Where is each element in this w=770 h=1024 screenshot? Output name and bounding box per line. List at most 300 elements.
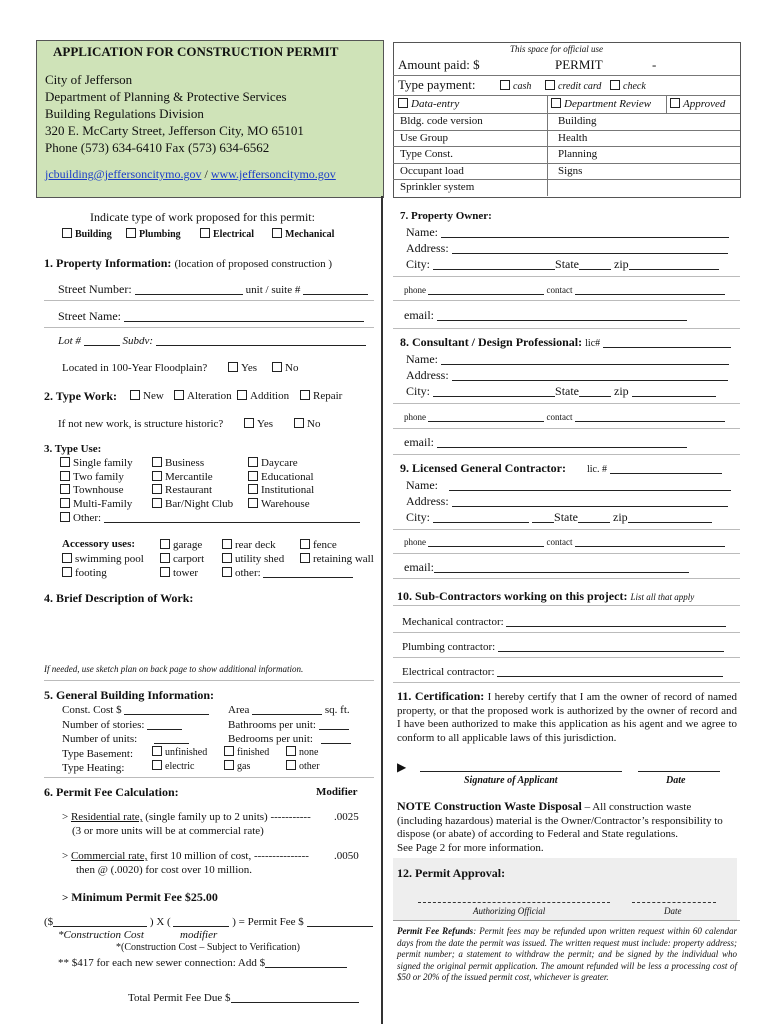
use-educational[interactable]: Educational [248, 471, 314, 485]
bath-unit-field[interactable] [319, 718, 349, 730]
total-fee-label: Total Permit Fee Due $ [128, 992, 231, 1004]
official-rule [393, 130, 740, 131]
waste-note-title: NOTE Construction Waste Disposal [397, 799, 582, 813]
checkbox-icon [200, 228, 210, 238]
arrow-icon: > [62, 892, 69, 904]
acc-tower[interactable]: tower [160, 566, 204, 580]
checkbox-icon [152, 484, 162, 494]
acc-other-field[interactable] [263, 566, 353, 578]
basement-label: Type Basement: [62, 747, 134, 760]
contractor-state-label: State [554, 510, 579, 524]
checkbox-icon [62, 553, 72, 563]
acc-footing[interactable]: footing [62, 566, 144, 580]
owner-email-label: email: [404, 308, 434, 322]
review-signs: Signs [558, 165, 583, 177]
street-name-field[interactable] [124, 310, 364, 322]
arrow-icon: > [62, 850, 69, 862]
checkbox-icon [272, 362, 282, 372]
arrow-icon: > [62, 811, 69, 823]
signature-arrow-icon: ▶ [397, 760, 407, 774]
checkbox-icon [62, 567, 72, 577]
checkbox-icon [62, 228, 72, 238]
checkbox-icon [222, 553, 232, 563]
contractor-state-field[interactable] [578, 511, 610, 523]
approval-date-label: Date [664, 906, 682, 916]
acc-col-2 [160, 538, 204, 580]
checkbox-icon [224, 760, 234, 770]
contractor-zip-label: zip [613, 510, 628, 524]
contractor-address-label: Address: [406, 494, 449, 508]
basement-none[interactable]: none [286, 746, 318, 758]
historic-no[interactable]: No [294, 418, 320, 430]
section-10-title: 10. Sub-Contractors working on this project: [397, 589, 628, 603]
form-title: APPLICATION FOR CONSTRUCTION PERMIT [53, 44, 339, 59]
rule [393, 428, 740, 429]
owner-zip-label: zip [614, 257, 629, 271]
cost-verification-note: *(Construction Cost – Subject to Verification) [116, 942, 300, 953]
use-other[interactable]: Other: [60, 511, 360, 526]
work-new[interactable]: New [130, 390, 164, 402]
use-institutional[interactable]: Institutional [248, 484, 314, 498]
sprinkler-system: Sprinkler system [400, 181, 475, 193]
checkbox-icon [152, 746, 162, 756]
electrical-field[interactable] [497, 665, 723, 677]
use-daycare[interactable]: Daycare [248, 457, 314, 471]
refund-title: Permit Fee Refunds [397, 926, 474, 936]
review-health: Health [558, 132, 588, 144]
signature-date-label: Date [666, 775, 686, 786]
owner-zip-field[interactable] [629, 258, 719, 270]
construction-cost-field[interactable] [53, 915, 147, 927]
section-2-title: 2. Type Work: [44, 389, 118, 403]
certification-block [397, 690, 737, 745]
acc-swimming-pool[interactable]: swimming pool [62, 552, 144, 566]
use-other-field[interactable] [104, 511, 360, 523]
unit-suite-field[interactable] [303, 283, 368, 295]
column-divider [381, 196, 383, 1024]
consultant-city-field[interactable] [433, 385, 555, 397]
section-10-note: List all that apply [630, 592, 695, 602]
area-field[interactable] [252, 703, 322, 715]
street-number-label: Street Number: [58, 282, 132, 296]
data-entry-check[interactable]: Data-entry [398, 98, 459, 110]
residential-desc: (single family up to 2 units) ----------- [145, 811, 311, 823]
phone-fax: Phone (573) 634-6410 Fax (573) 634-6562 [45, 140, 270, 155]
mechanical-field[interactable] [506, 615, 726, 627]
official-signature-line[interactable] [418, 902, 610, 903]
checkbox-icon [300, 539, 310, 549]
rule [393, 403, 740, 404]
checkbox-icon [160, 553, 170, 563]
checkbox-icon [500, 80, 510, 90]
rule [393, 276, 740, 277]
units-field[interactable] [154, 732, 189, 744]
official-rule [393, 113, 740, 114]
commercial-modifier: .0050 [334, 850, 359, 862]
stories-label: Number of stories: [62, 718, 145, 731]
owner-state-field[interactable] [579, 258, 611, 270]
official-rule [393, 163, 740, 164]
signature-date-line[interactable] [638, 771, 720, 772]
checkbox-icon [248, 457, 258, 467]
section-6-title: 6. Permit Fee Calculation: [44, 785, 179, 799]
units-label: Number of units: [62, 733, 138, 745]
consultant-lic-field[interactable] [603, 336, 731, 348]
use-col-3 [248, 457, 314, 511]
modifier-field[interactable] [173, 915, 229, 927]
checkbox-icon [60, 471, 70, 481]
use-warehouse[interactable]: Warehouse [248, 498, 314, 512]
checkbox-icon [152, 457, 162, 467]
waste-note-block [397, 800, 739, 855]
consultant-lic-label: lic# [585, 338, 601, 349]
checkbox-icon [152, 471, 162, 481]
subdv-label: Subdv: [122, 335, 153, 347]
type-const: Type Const. [400, 148, 454, 160]
signature-line[interactable] [420, 771, 622, 772]
checkbox-icon [160, 567, 170, 577]
division: Building Regulations Division [45, 106, 204, 121]
pay-check[interactable]: check [610, 80, 646, 92]
residential-modifier: .0025 [334, 811, 359, 823]
consultant-city-label: City: [406, 384, 431, 398]
bed-unit-label: Bedrooms per unit: [228, 733, 313, 745]
rule [393, 920, 740, 921]
consultant-zip-label: zip [614, 384, 629, 398]
contractor-name-field[interactable] [449, 479, 731, 491]
official-date-line[interactable] [632, 902, 716, 903]
checkbox-icon [60, 484, 70, 494]
checkbox-icon [244, 418, 254, 428]
rule [44, 300, 374, 301]
consultant-email-field[interactable] [437, 436, 687, 448]
contractor-phone-field[interactable] [428, 538, 544, 547]
use-group: Use Group [400, 132, 448, 144]
checkbox-icon [222, 567, 232, 577]
rule [393, 605, 740, 606]
owner-name-label: Name: [406, 225, 438, 239]
owner-contact-field[interactable] [575, 286, 725, 295]
section-9-title: 9. Licensed General Contractor: [400, 461, 566, 475]
department: Department of Planning & Protective Services [45, 89, 287, 104]
floodplain-yes[interactable]: Yes [228, 362, 257, 374]
consultant-zip-field[interactable] [632, 385, 716, 397]
contractor-lic-field[interactable] [610, 462, 722, 474]
checkbox-icon [294, 418, 304, 428]
contractor-city-field[interactable] [433, 511, 529, 523]
checkbox-icon [300, 390, 310, 400]
construction-cost-label: *Construction Cost [58, 929, 144, 941]
const-cost-field[interactable] [124, 703, 209, 715]
use-col-2 [152, 457, 233, 511]
checkbox-icon [300, 553, 310, 563]
use-single-family[interactable]: Single family [60, 457, 360, 471]
section-4-title: 4. Brief Description of Work: [44, 591, 194, 605]
historic-label: If not new work, is structure historic? [58, 418, 224, 430]
acc-rear-deck[interactable]: rear deck [222, 538, 353, 552]
section-12-title: 12. Permit Approval: [397, 866, 506, 880]
contractor-contact-field[interactable] [575, 538, 725, 547]
consultant-address-label: Address: [406, 368, 449, 382]
acc-retaining-wall[interactable]: retaining wall [300, 552, 374, 566]
consultant-contact-label: contact [546, 412, 573, 422]
official-use-note: This space for official use [510, 44, 603, 54]
area-label: Area [228, 704, 250, 716]
checkbox-icon [60, 512, 70, 522]
unit-suite-label: unit / suite # [245, 284, 301, 296]
work-type-prompt: Indicate type of work proposed for this permit: [90, 210, 315, 224]
total-fee-field[interactable] [231, 991, 359, 1003]
contractor-email-label: email: [404, 560, 434, 574]
checkbox-icon [398, 98, 408, 108]
heating-gas[interactable]: gas [224, 760, 250, 772]
checkbox-icon [237, 390, 247, 400]
contractor-contact-label: contact [546, 537, 573, 547]
street-number-field[interactable] [135, 283, 243, 295]
building-info-right [228, 703, 351, 747]
use-mercantile[interactable]: Mercantile [152, 471, 233, 485]
heating-electric[interactable]: electric [152, 760, 194, 772]
email-link[interactable]: jcbuilding@jeffersoncitymo.gov [45, 167, 202, 181]
use-bar-night-club[interactable]: Bar/Night Club [152, 498, 233, 512]
pay-credit-card[interactable]: credit card [545, 80, 601, 92]
occupant-load: Occupant load [400, 165, 464, 177]
checkbox-icon [286, 760, 296, 770]
consultant-state-field[interactable] [579, 385, 611, 397]
checkbox-icon [286, 746, 296, 756]
section-5-title: 5. General Building Information: [44, 688, 215, 702]
lot-label: Lot # [58, 335, 81, 347]
acc-fence[interactable]: fence [300, 538, 374, 552]
heating-other[interactable]: other [286, 760, 320, 772]
official-rule [393, 146, 740, 147]
section-11-title: 11. Certification: [397, 689, 485, 703]
consultant-block [406, 351, 729, 399]
work-type-mechanical[interactable]: Mechanical [272, 228, 334, 240]
link-separator: / [204, 167, 208, 181]
modifier-label: Modifier [316, 786, 358, 798]
plumbing-label: Plumbing contractor: [402, 641, 496, 653]
rule [393, 529, 740, 530]
bed-unit-field[interactable] [321, 732, 351, 744]
rule [44, 327, 374, 328]
checkbox-icon [60, 457, 70, 467]
work-repair[interactable]: Repair [300, 390, 342, 402]
owner-contact-label: contact [546, 285, 573, 295]
sqft-label: sq. ft. [324, 704, 350, 716]
header-box [36, 40, 384, 198]
certification-text: I hereby certify that I am the owner of record of named property, or that the proposed work is authorized by the owner of record and I have been authorized to make this application as his agent and we agree to conform to all applicable laws of this jurisdiction. [397, 691, 737, 744]
pay-cash[interactable]: cash [500, 80, 531, 92]
official-rule [393, 75, 740, 76]
modifier-caption: modifier [180, 929, 218, 941]
formula-x: ) X ( [149, 916, 171, 928]
contractor-address-field[interactable] [452, 495, 728, 507]
consultant-name-label: Name: [406, 352, 438, 366]
checkbox-icon [126, 228, 136, 238]
sewer-label: ** $417 for each new sewer connection: Add $ [58, 957, 266, 969]
checkbox-icon [272, 228, 282, 238]
waste-note-dash: – [584, 801, 591, 813]
dept-review-check[interactable]: Department Review [551, 98, 651, 110]
const-cost-label: Const. Cost $ [62, 704, 122, 716]
bath-unit-label: Bathrooms per unit: [228, 718, 316, 731]
plumbing-field[interactable] [498, 640, 724, 652]
consultant-phone-label: phone [404, 412, 426, 422]
review-building: Building [558, 115, 597, 127]
work-addition[interactable]: Addition [237, 390, 289, 402]
work-type-plumbing[interactable]: Plumbing [126, 228, 181, 240]
rule [393, 300, 740, 301]
acc-other[interactable]: other: [222, 566, 353, 580]
rule [393, 578, 740, 579]
work-type-building[interactable]: Building [62, 228, 112, 240]
waste-note-text: All construction waste (including hazardous) material is the Owner/Contractor’s responsibility to dispose (or abate) of according to Federal and State regulations. [397, 801, 723, 840]
checkbox-icon [610, 80, 620, 90]
owner-state-label: State [555, 257, 580, 271]
rule [44, 680, 374, 681]
use-restaurant[interactable]: Restaurant [152, 484, 233, 498]
checkbox-icon [152, 498, 162, 508]
consultant-email-label: email: [404, 435, 434, 449]
checkbox-icon [551, 98, 561, 108]
use-two-family[interactable]: Two family [60, 471, 360, 485]
acc-carport[interactable]: carport [160, 552, 204, 566]
rule [393, 553, 740, 554]
refund-block [397, 926, 737, 984]
section-8-title: 8. Consultant / Design Professional: [400, 335, 583, 349]
commercial-rate: Commercial rate, [70, 850, 148, 862]
consultant-state-label: State [555, 384, 580, 398]
official-rule [393, 95, 740, 96]
contractor-name-label: Name: [406, 478, 438, 492]
basement-unfinished[interactable]: unfinished [152, 746, 207, 758]
contractor-email-field[interactable] [434, 561, 689, 573]
owner-email-field[interactable] [437, 309, 687, 321]
basement-finished[interactable]: finished [224, 746, 269, 758]
rule [393, 454, 740, 455]
checkbox-icon [222, 539, 232, 549]
owner-city-label: City: [406, 257, 431, 271]
floodplain-label: Located in 100-Year Floodplain? [62, 362, 208, 374]
contractor-city-label: City: [406, 510, 431, 524]
checkbox-icon [60, 498, 70, 508]
section-1-title: 1. Property Information: [44, 256, 172, 270]
review-planning: Planning [558, 148, 598, 160]
residential-rate: Residential rate, [70, 811, 143, 823]
electrical-label: Electrical contractor: [402, 666, 495, 678]
checkbox-icon [248, 484, 258, 494]
authorizing-official-label: Authorizing Official [473, 906, 546, 916]
contractor-phone-label: phone [404, 537, 426, 547]
type-payment-label: Type payment: [398, 77, 476, 92]
consultant-name-field[interactable] [441, 353, 729, 365]
waste-note-see: See Page 2 for more information. [397, 841, 544, 854]
permit-label: PERMIT [555, 57, 603, 72]
checkbox-icon [152, 760, 162, 770]
checkbox-icon [545, 80, 555, 90]
street-name-label: Street Name: [58, 309, 121, 323]
office-address: 320 E. McCarty Street, Jefferson City, MO 65101 [45, 123, 304, 138]
checkbox-icon [670, 98, 680, 108]
checkbox-icon [248, 498, 258, 508]
signature-label: Signature of Applicant [464, 775, 558, 786]
historic-yes[interactable]: Yes [244, 418, 273, 430]
consultant-address-field[interactable] [452, 369, 728, 381]
checkbox-icon [224, 746, 234, 756]
owner-address-label: Address: [406, 241, 449, 255]
official-rule [393, 179, 740, 180]
use-townhouse[interactable]: Townhouse [60, 484, 360, 498]
acc-col-4 [300, 538, 374, 566]
work-type-electrical[interactable]: Electrical [200, 228, 254, 240]
checkbox-icon [174, 390, 184, 400]
use-business[interactable]: Business [152, 457, 233, 471]
formula-eq: ) = Permit Fee $ [232, 916, 304, 928]
work-alteration[interactable]: Alteration [174, 390, 232, 402]
owner-name-field[interactable] [441, 226, 729, 238]
mechanical-label: Mechanical contractor: [402, 616, 504, 628]
contractor-city-field-2[interactable] [532, 511, 554, 523]
minimum-fee: Minimum Permit Fee $25.00 [71, 890, 218, 904]
sewer-field[interactable] [265, 956, 347, 968]
section-3-title: 3. Type Use: [44, 443, 102, 455]
acc-utility-shed[interactable]: utility shed [222, 552, 353, 566]
checkbox-icon [160, 539, 170, 549]
permit-fee-field[interactable] [307, 915, 373, 927]
formula-open: ($ [44, 916, 54, 928]
heating-label: Type Heating: [62, 762, 125, 774]
section-7-title: 7. Property Owner: [400, 210, 492, 222]
rule [393, 657, 740, 658]
website-link[interactable]: www.jeffersoncitymo.gov [210, 167, 336, 181]
official-col-divider [666, 95, 667, 113]
consultant-contact-field[interactable] [575, 413, 725, 422]
use-multi-family[interactable]: Multi-Family [60, 498, 360, 512]
consultant-phone-field[interactable] [428, 413, 544, 422]
floodplain-no[interactable]: No [272, 362, 298, 374]
sketch-note: If needed, use sketch plan on back page to show additional information. [44, 664, 304, 674]
contractor-lic-label: lic. # [586, 464, 607, 475]
lot-field[interactable] [84, 334, 120, 346]
acc-garage[interactable]: garage [160, 538, 204, 552]
checkbox-icon [130, 390, 140, 400]
owner-block [406, 224, 729, 272]
accessory-label: Accessory uses: [62, 538, 136, 550]
acc-col-1 [62, 552, 144, 580]
commercial-desc: first 10 million of cost, --------------- [150, 850, 309, 862]
owner-phone-field[interactable] [428, 286, 544, 295]
contractor-block [406, 477, 731, 525]
rule [393, 632, 740, 633]
owner-city-field[interactable] [433, 258, 555, 270]
checkbox-icon [248, 471, 258, 481]
owner-address-field[interactable] [452, 242, 728, 254]
commercial-note: then @ (.0020) for cost over 10 million. [76, 864, 253, 876]
contractor-zip-field[interactable] [628, 511, 712, 523]
amount-paid-label: Amount paid: $ [398, 57, 480, 72]
rule [393, 682, 740, 683]
bldg-code-version: Bldg. code version [400, 115, 483, 127]
rule [44, 777, 374, 778]
rule [393, 328, 740, 329]
approved-check[interactable]: Approved [670, 98, 725, 110]
subdv-field[interactable] [156, 334, 366, 346]
refund-text: : Permit fees may be refunded upon written request within 60 calendar days from the date the permit was issued. The written request must include: property address; permit number; a statement to withdraw the permit; and be signed by the individual who signed the original permit application. The amount refunded will be less a processing cost of $50 or 20% of the issued permit cost, whichever is greater. [397, 926, 737, 983]
stories-field[interactable] [147, 718, 182, 730]
permit-dash: - [652, 57, 657, 72]
residential-note: (3 or more units will be at commercial rate) [72, 825, 264, 837]
